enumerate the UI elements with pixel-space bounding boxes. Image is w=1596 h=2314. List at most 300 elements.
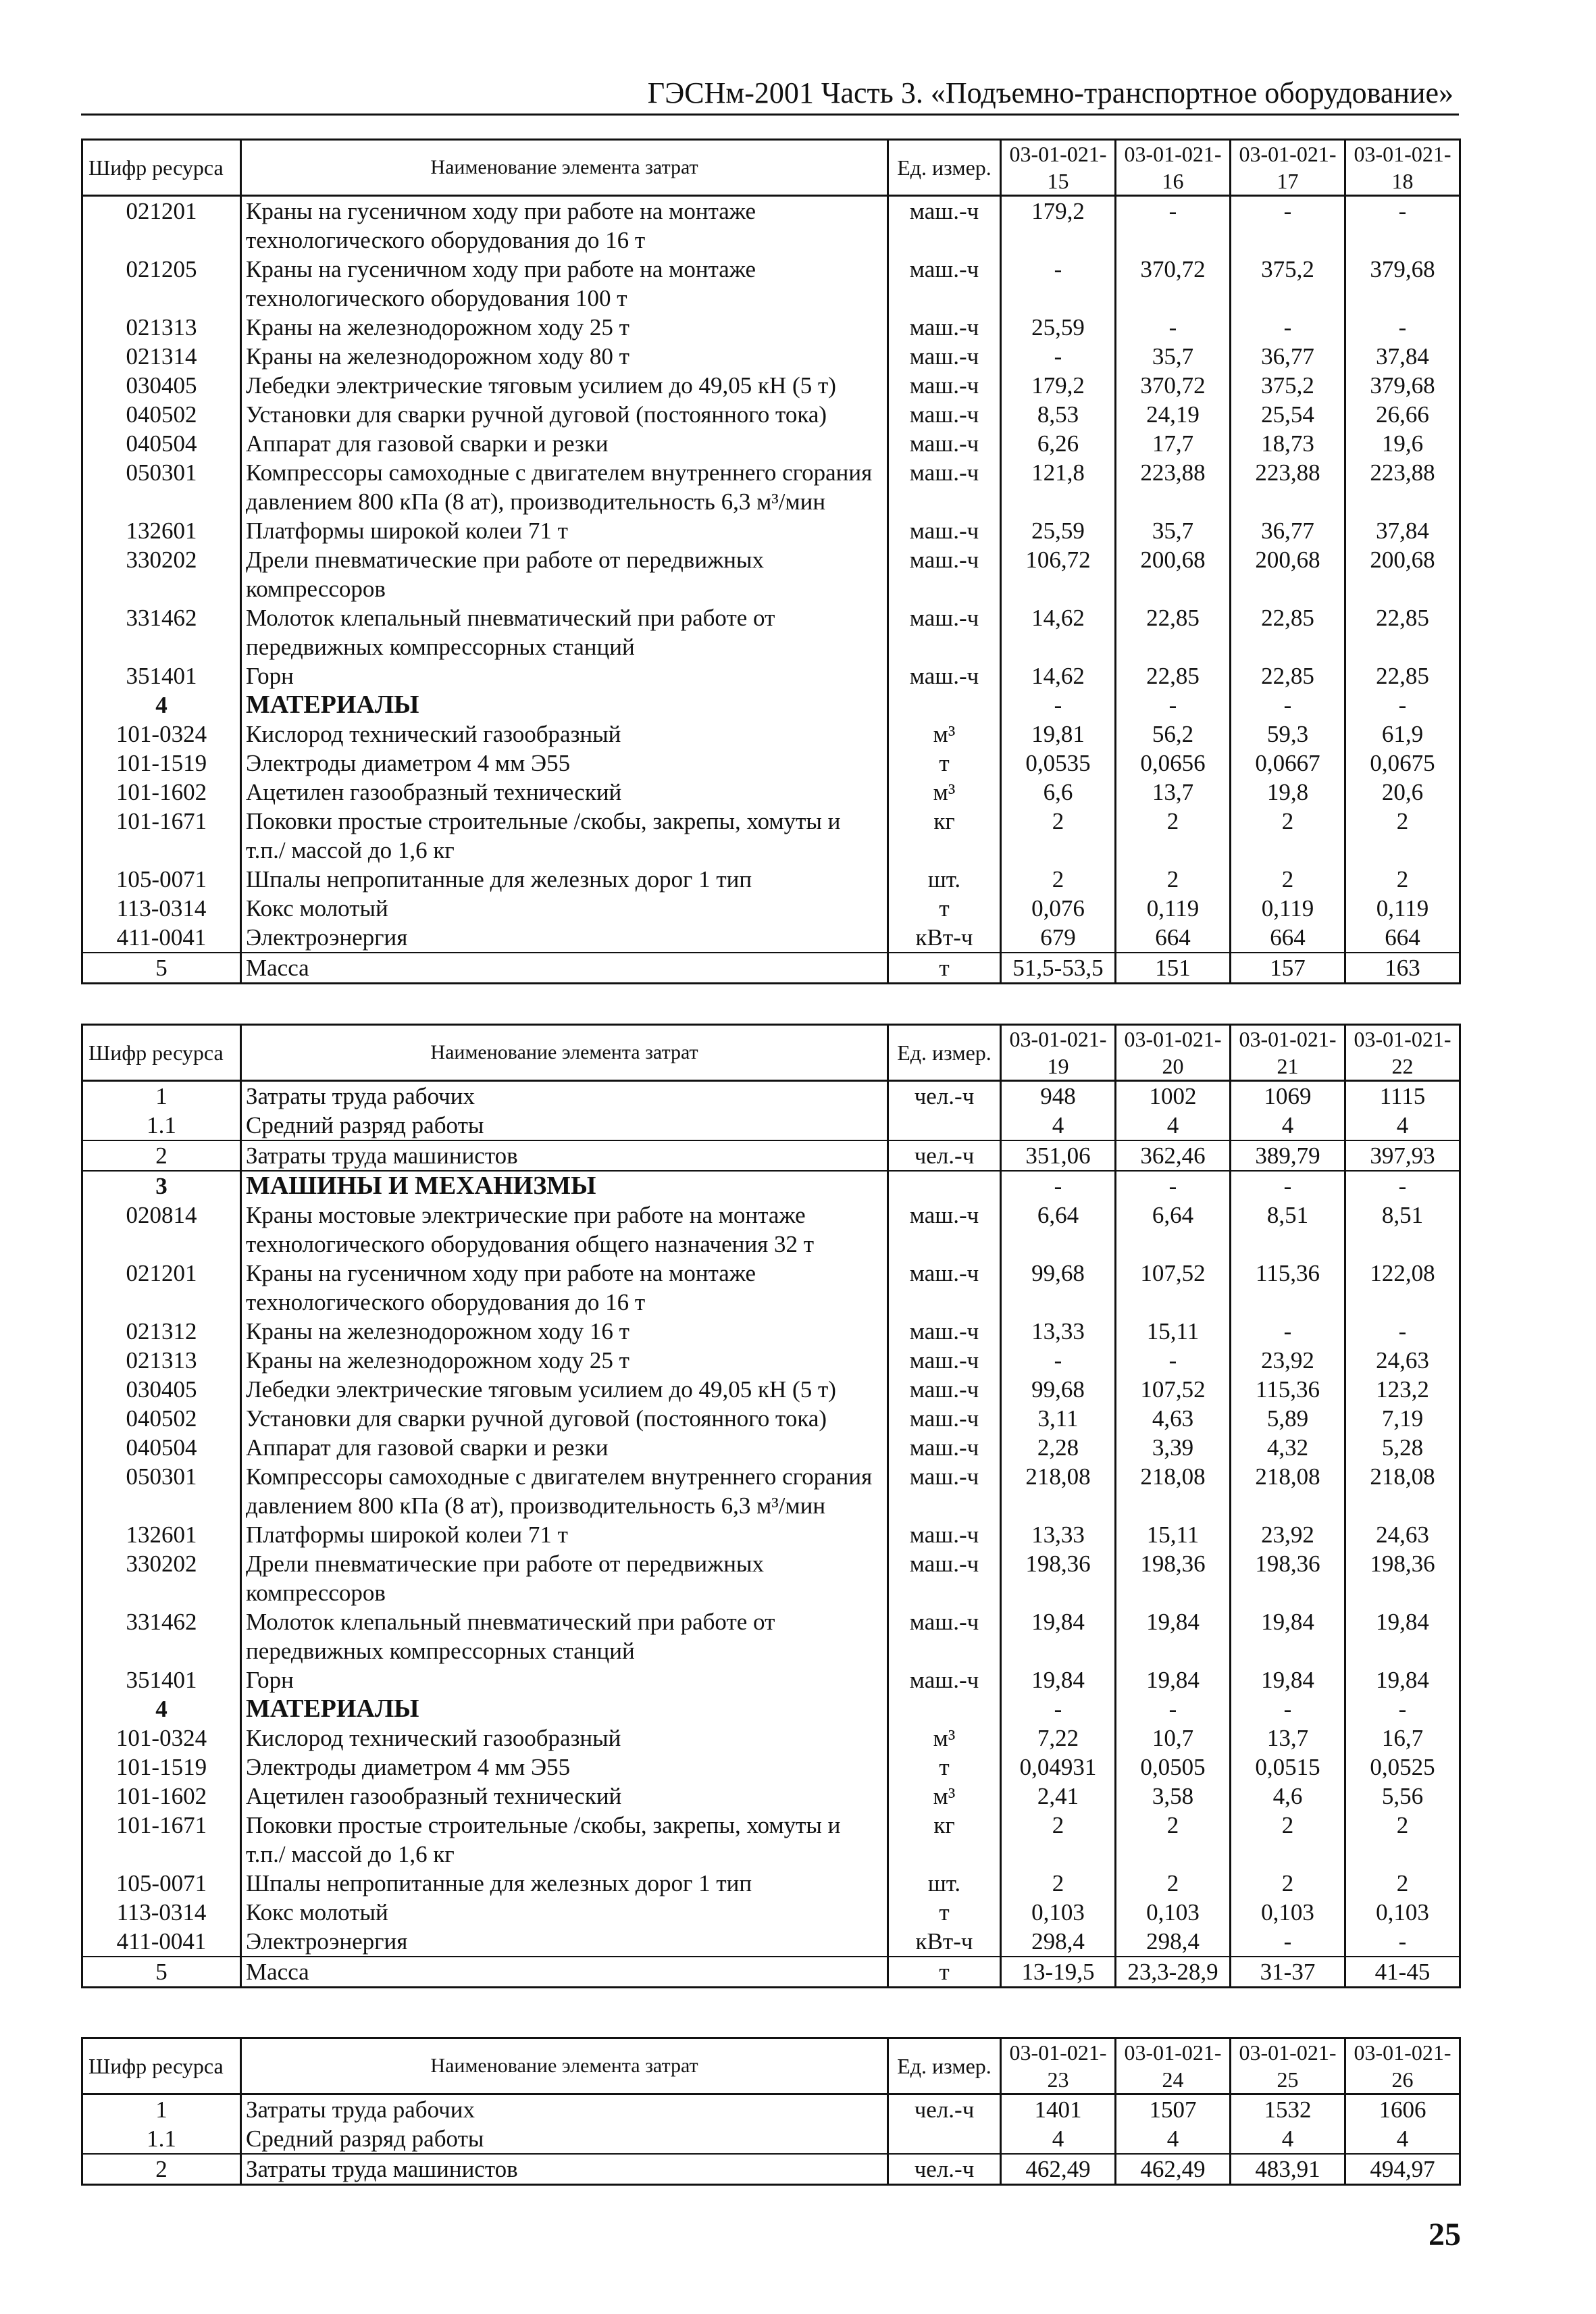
header-norm-4: 03-01-021-18 [1345,140,1460,196]
resource-unit: кВт-ч [888,1927,1001,1957]
norm-value-2: - [1116,690,1231,720]
table-row [82,342,1460,371]
norm-value-1: 25,59 [1001,313,1116,342]
resource-code: 101-1602 [82,778,241,807]
norm-value-2: 6,64 [1116,1201,1231,1259]
header-unit: Ед. измер. [888,2038,1001,2094]
norm-value-4: 37,84 [1345,342,1460,371]
norm-value-1: 13-19,5 [1001,1957,1116,1988]
norm-value-1: 14,62 [1001,661,1116,690]
table-row [82,1520,1460,1549]
norm-value-3: 4 [1231,2124,1345,2154]
resource-unit: кг [888,1811,1001,1869]
norm-value-1: 99,68 [1001,1375,1116,1404]
norm-value-1: 51,5-53,5 [1001,953,1116,984]
table-row [82,429,1460,458]
norm-value-2: 664 [1116,923,1231,953]
resource-code: 411-0041 [82,1927,241,1957]
header-norm-3: 03-01-021-21 [1231,1025,1345,1081]
table-row [82,458,1460,516]
resource-name: МАШИНЫ И МЕХАНИЗМЫ [241,1171,888,1201]
norm-value-1: 298,4 [1001,1927,1116,1957]
norm-value-4: 123,2 [1345,1375,1460,1404]
page-header-title: ГЭСНм-2001 Часть 3. «Подъемно-транспортное оборудование» [647,76,1453,109]
norm-value-2: 1002 [1116,1081,1231,1111]
resource-name: Платформы широкой колеи 71 т [241,1520,888,1549]
norm-value-4: 2 [1345,865,1460,894]
norm-value-3: 0,0667 [1231,749,1345,778]
resource-name: Кислород технический газообразный [241,1724,888,1753]
resource-table-3 [81,2037,1461,2186]
header-norm-1: 03-01-021-23 [1001,2038,1116,2094]
norm-value-3: 23,92 [1231,1346,1345,1375]
header-norm-1: 03-01-021-19 [1001,1025,1116,1081]
norm-value-1: 106,72 [1001,545,1116,603]
norm-value-3: 36,77 [1231,342,1345,371]
resource-name: Шпалы непропитанные для железных дорог 1 тип [241,865,888,894]
resource-unit: т [888,1957,1001,1988]
norm-value-3: 4,32 [1231,1433,1345,1462]
resource-name: Краны на железнодорожном ходу 16 т [241,1317,888,1346]
norm-value-3: 115,36 [1231,1259,1345,1317]
table-body [82,1081,1460,1988]
norm-value-1: 679 [1001,923,1116,953]
resource-unit: маш.-ч [888,1433,1001,1462]
resource-code: 101-1519 [82,749,241,778]
norm-value-4: 379,68 [1345,255,1460,313]
table-row [82,313,1460,342]
resource-name: Лебедки электрические тяговым усилием до 49,05 кН (5 т) [241,371,888,400]
resource-code: 101-0324 [82,720,241,749]
resource-name: Горн [241,1665,888,1694]
table-row [82,1753,1460,1782]
resource-code: 1 [82,1081,241,1111]
table-row [82,1811,1460,1869]
norm-value-4: 8,51 [1345,1201,1460,1259]
header-norm-2: 03-01-021-24 [1116,2038,1231,2094]
table-row [82,1927,1460,1957]
resource-unit: маш.-ч [888,1375,1001,1404]
norm-value-3: 19,8 [1231,778,1345,807]
norm-value-2: 200,68 [1116,545,1231,603]
norm-value-1: - [1001,1171,1116,1201]
table-row [82,1665,1460,1694]
norm-value-3: 36,77 [1231,516,1345,545]
table-row [82,255,1460,313]
resource-table-2 [81,1024,1461,1988]
resource-code: 330202 [82,1549,241,1607]
norm-value-4: 16,7 [1345,1724,1460,1753]
header-norm-3: 03-01-021-25 [1231,2038,1345,2094]
norm-value-3: 0,119 [1231,894,1345,923]
norm-value-2: - [1116,1694,1231,1724]
norm-value-2: 13,7 [1116,778,1231,807]
resource-unit: маш.-ч [888,371,1001,400]
table-row [82,603,1460,661]
resource-code: 040502 [82,400,241,429]
resource-code: 040504 [82,429,241,458]
resource-unit: маш.-ч [888,1549,1001,1607]
norm-value-1: 19,81 [1001,720,1116,749]
norm-value-4: 4 [1345,1111,1460,1140]
norm-value-3: 1532 [1231,2094,1345,2125]
norm-value-3: 115,36 [1231,1375,1345,1404]
resource-name: Краны на гусеничном ходу при работе на монтаже технологического оборудования до 16 т [241,196,888,255]
resource-code: 2 [82,2154,241,2185]
norm-value-3: 5,89 [1231,1404,1345,1433]
norm-value-3: 0,103 [1231,1898,1345,1927]
norm-value-1: 2 [1001,1811,1116,1869]
norm-value-2: 35,7 [1116,516,1231,545]
resource-unit: маш.-ч [888,1665,1001,1694]
table-row [82,1259,1460,1317]
resource-code: 331462 [82,1607,241,1665]
header-name: Наименование элемента затрат [241,2038,888,2094]
resource-name: Шпалы непропитанные для железных дорог 1 тип [241,1869,888,1898]
resource-name: Затраты труда рабочих [241,1081,888,1111]
norm-value-3: 59,3 [1231,720,1345,749]
table-row [82,865,1460,894]
norm-value-1: 14,62 [1001,603,1116,661]
norm-value-2: 1507 [1116,2094,1231,2125]
resource-unit: т [888,953,1001,984]
header-norm-4: 03-01-021-26 [1345,2038,1460,2094]
norm-value-1: 1401 [1001,2094,1116,2125]
resource-code: 331462 [82,603,241,661]
resource-unit: маш.-ч [888,1201,1001,1259]
norm-value-4: - [1345,1694,1460,1724]
norm-value-1: 0,04931 [1001,1753,1116,1782]
resource-code: 3 [82,1171,241,1201]
norm-value-1: 6,64 [1001,1201,1116,1259]
norm-value-4: 7,19 [1345,1404,1460,1433]
resource-code: 105-0071 [82,1869,241,1898]
norm-value-4: 2 [1345,1869,1460,1898]
table-row [82,953,1460,984]
resource-code: 113-0314 [82,1898,241,1927]
norm-value-4: - [1345,690,1460,720]
resource-name: Электроды диаметром 4 мм Э55 [241,1753,888,1782]
resource-table-1 [81,139,1461,984]
norm-value-1: - [1001,690,1116,720]
norm-value-4: 22,85 [1345,603,1460,661]
norm-value-2: 19,84 [1116,1607,1231,1665]
norm-value-2: 0,119 [1116,894,1231,923]
resource-code: 1.1 [82,2124,241,2154]
header-unit: Ед. измер. [888,140,1001,196]
norm-value-1: 218,08 [1001,1462,1116,1520]
norm-value-4: 0,119 [1345,894,1460,923]
resource-code: 2 [82,1140,241,1171]
norm-value-1: 121,8 [1001,458,1116,516]
norm-value-4: 20,6 [1345,778,1460,807]
table-row [82,749,1460,778]
norm-value-4: 0,0525 [1345,1753,1460,1782]
resource-unit: чел.-ч [888,2094,1001,2125]
resource-unit: чел.-ч [888,1081,1001,1111]
norm-value-2: 19,84 [1116,1665,1231,1694]
resource-code: 021201 [82,196,241,255]
table-row [82,1433,1460,1462]
norm-value-3: 13,7 [1231,1724,1345,1753]
norm-value-4: - [1345,196,1460,255]
resource-name: Затраты труда машинистов [241,2154,888,2185]
resource-name: Платформы широкой колеи 71 т [241,516,888,545]
norm-value-2: 151 [1116,953,1231,984]
norm-value-1: 19,84 [1001,1607,1116,1665]
norm-value-1: 2 [1001,1869,1116,1898]
resource-unit [888,1171,1001,1201]
norm-value-3: - [1231,1927,1345,1957]
table-row [82,1201,1460,1259]
norm-value-3: 22,85 [1231,661,1345,690]
norm-value-2: 2 [1116,807,1231,865]
norm-value-1: 25,59 [1001,516,1116,545]
norm-value-2: 0,0505 [1116,1753,1231,1782]
resource-unit: маш.-ч [888,661,1001,690]
resource-name: Средний разряд работы [241,1111,888,1140]
resource-unit: чел.-ч [888,1140,1001,1171]
resource-code: 030405 [82,1375,241,1404]
norm-value-1: 2,41 [1001,1782,1116,1811]
resource-unit: маш.-ч [888,1404,1001,1433]
norm-value-4: 122,08 [1345,1259,1460,1317]
norm-value-1: 8,53 [1001,400,1116,429]
resource-code: 105-0071 [82,865,241,894]
norm-value-2: 22,85 [1116,603,1231,661]
resource-code: 1 [82,2094,241,2125]
resource-code: 1.1 [82,1111,241,1140]
table-row [82,1111,1460,1140]
resource-unit: м³ [888,778,1001,807]
resource-name: Аппарат для газовой сварки и резки [241,429,888,458]
norm-value-2: - [1116,196,1231,255]
resource-unit: маш.-ч [888,196,1001,255]
resource-code: 101-1671 [82,807,241,865]
resource-name: Электроэнергия [241,923,888,953]
table-row [82,545,1460,603]
norm-value-3: 223,88 [1231,458,1345,516]
norm-value-3: 31-37 [1231,1957,1345,1988]
resource-unit: маш.-ч [888,342,1001,371]
norm-value-3: - [1231,1317,1345,1346]
table-row [82,923,1460,953]
norm-value-2: 2 [1116,865,1231,894]
norm-value-2: 22,85 [1116,661,1231,690]
resource-unit [888,1111,1001,1140]
header-norm-4: 03-01-021-22 [1345,1025,1460,1081]
resource-unit: кВт-ч [888,923,1001,953]
resource-name: МАТЕРИАЛЫ [241,1694,888,1724]
norm-value-2: 24,19 [1116,400,1231,429]
table-row [82,661,1460,690]
table-row [82,1462,1460,1520]
norm-value-2: 370,72 [1116,255,1231,313]
resource-name: Краны на железнодорожном ходу 25 т [241,1346,888,1375]
norm-value-4: 61,9 [1345,720,1460,749]
norm-value-2: 35,7 [1116,342,1231,371]
resource-unit: маш.-ч [888,458,1001,516]
norm-value-1: 13,33 [1001,1520,1116,1549]
norm-value-3: 4 [1231,1111,1345,1140]
resource-code: 5 [82,953,241,984]
resource-code: 101-1602 [82,1782,241,1811]
norm-value-4: 24,63 [1345,1520,1460,1549]
header-norm-2: 03-01-021-16 [1116,140,1231,196]
norm-value-2: 4,63 [1116,1404,1231,1433]
resource-unit: м³ [888,1782,1001,1811]
table-row [82,400,1460,429]
norm-value-3: 198,36 [1231,1549,1345,1607]
norm-value-2: 3,39 [1116,1433,1231,1462]
resource-code: 050301 [82,1462,241,1520]
norm-value-3: 375,2 [1231,371,1345,400]
norm-value-2: 23,3-28,9 [1116,1957,1231,1988]
resource-code: 021205 [82,255,241,313]
header-name: Наименование элемента затрат [241,1025,888,1081]
resource-unit: т [888,1753,1001,1782]
norm-value-3: 8,51 [1231,1201,1345,1259]
resource-code: 021314 [82,342,241,371]
resource-name: Электроды диаметром 4 мм Э55 [241,749,888,778]
norm-value-2: 223,88 [1116,458,1231,516]
norm-value-4: 2 [1345,1811,1460,1869]
norm-value-2: 198,36 [1116,1549,1231,1607]
resource-name: Кокс молотый [241,894,888,923]
norm-value-4: 22,85 [1345,661,1460,690]
norm-value-2: 10,7 [1116,1724,1231,1753]
resource-code: 5 [82,1957,241,1988]
norm-value-1: 948 [1001,1081,1116,1111]
resource-code: 113-0314 [82,894,241,923]
table-row [82,196,1460,255]
header-code: Шифр ресурса [82,1025,241,1081]
norm-value-1: - [1001,1694,1116,1724]
norm-value-4: 218,08 [1345,1462,1460,1520]
resource-name: Ацетилен газообразный технический [241,1782,888,1811]
resource-name: Кокс молотый [241,1898,888,1927]
table-body [82,2094,1460,2185]
resource-name: Компрессоры самоходные с двигателем внутреннего сгорания давлением 800 кПа (8 ат), производительность 6,3 м³/мин [241,1462,888,1520]
norm-value-3: 4,6 [1231,1782,1345,1811]
norm-value-3: 218,08 [1231,1462,1345,1520]
norm-value-1: 0,103 [1001,1898,1116,1927]
resource-name: Масса [241,1957,888,1988]
resource-unit: маш.-ч [888,400,1001,429]
norm-value-4: 200,68 [1345,545,1460,603]
resource-name: Затраты труда рабочих [241,2094,888,2125]
norm-value-4: 1115 [1345,1081,1460,1111]
norm-value-3: 200,68 [1231,545,1345,603]
norm-value-1: 2,28 [1001,1433,1116,1462]
norm-value-2: 15,11 [1116,1317,1231,1346]
resource-unit: маш.-ч [888,516,1001,545]
table-row [82,2094,1460,2125]
norm-value-4: 19,6 [1345,429,1460,458]
table-row [82,720,1460,749]
norm-value-2: 0,0656 [1116,749,1231,778]
resource-code: 040502 [82,1404,241,1433]
resource-unit: чел.-ч [888,2154,1001,2185]
header-code: Шифр ресурса [82,140,241,196]
norm-value-2: - [1116,1346,1231,1375]
norm-value-1: - [1001,1346,1116,1375]
norm-value-3: 375,2 [1231,255,1345,313]
resource-unit: маш.-ч [888,1607,1001,1665]
resource-name: Молоток клепальный пневматический при работе от передвижных компрессорных станций [241,1607,888,1665]
resource-unit: шт. [888,865,1001,894]
norm-value-3: - [1231,690,1345,720]
norm-value-2: 218,08 [1116,1462,1231,1520]
table-header-row [82,1025,1460,1081]
table-row [82,2154,1460,2185]
table-row [82,1346,1460,1375]
norm-value-4: 37,84 [1345,516,1460,545]
table-body [82,196,1460,984]
norm-value-3: - [1231,1694,1345,1724]
norm-value-2: 3,58 [1116,1782,1231,1811]
norm-value-4: 24,63 [1345,1346,1460,1375]
table-row [82,2124,1460,2154]
table-row [82,807,1460,865]
resource-unit: маш.-ч [888,1259,1001,1317]
norm-value-4: 5,28 [1345,1433,1460,1462]
norm-value-3: 19,84 [1231,1607,1345,1665]
resource-unit [888,690,1001,720]
norm-value-1: 13,33 [1001,1317,1116,1346]
resource-unit: т [888,1898,1001,1927]
resource-unit: маш.-ч [888,429,1001,458]
norm-value-2: 107,52 [1116,1259,1231,1317]
norm-value-1: 0,076 [1001,894,1116,923]
resource-unit: маш.-ч [888,603,1001,661]
resource-unit [888,1694,1001,1724]
resource-name: Молоток клепальный пневматический при работе от передвижных компрессорных станций [241,603,888,661]
table-header-row [82,2038,1460,2094]
norm-value-1: 19,84 [1001,1665,1116,1694]
norm-value-3: 22,85 [1231,603,1345,661]
norm-value-4: 1606 [1345,2094,1460,2125]
norm-value-1: 7,22 [1001,1724,1116,1753]
norm-value-4: 397,93 [1345,1140,1460,1171]
table-row [82,1549,1460,1607]
table-row [82,1140,1460,1171]
resource-unit: т [888,749,1001,778]
resource-code: 330202 [82,545,241,603]
table-row [82,1404,1460,1433]
resource-name: Краны на железнодорожном ходу 80 т [241,342,888,371]
table-row [82,1081,1460,1111]
norm-value-3: 2 [1231,1869,1345,1898]
norm-value-1: 6,26 [1001,429,1116,458]
norm-value-3: 2 [1231,865,1345,894]
resource-name: Краны мостовые электрические при работе на монтаже технологического оборудования общего назначения 32 т [241,1201,888,1259]
header-name: Наименование элемента затрат [241,140,888,196]
resource-unit: маш.-ч [888,313,1001,342]
section-row [82,1694,1460,1724]
resource-name: Ацетилен газообразный технический [241,778,888,807]
norm-value-2: - [1116,313,1231,342]
norm-value-3: 157 [1231,953,1345,984]
norm-value-1: 4 [1001,1111,1116,1140]
resource-name: Установки для сварки ручной дуговой (постоянного тока) [241,1404,888,1433]
norm-value-1: - [1001,255,1116,313]
table-row [82,1607,1460,1665]
norm-value-2: 2 [1116,1811,1231,1869]
resource-unit: м³ [888,720,1001,749]
norm-value-3: 0,0515 [1231,1753,1345,1782]
header-norm-2: 03-01-021-20 [1116,1025,1231,1081]
